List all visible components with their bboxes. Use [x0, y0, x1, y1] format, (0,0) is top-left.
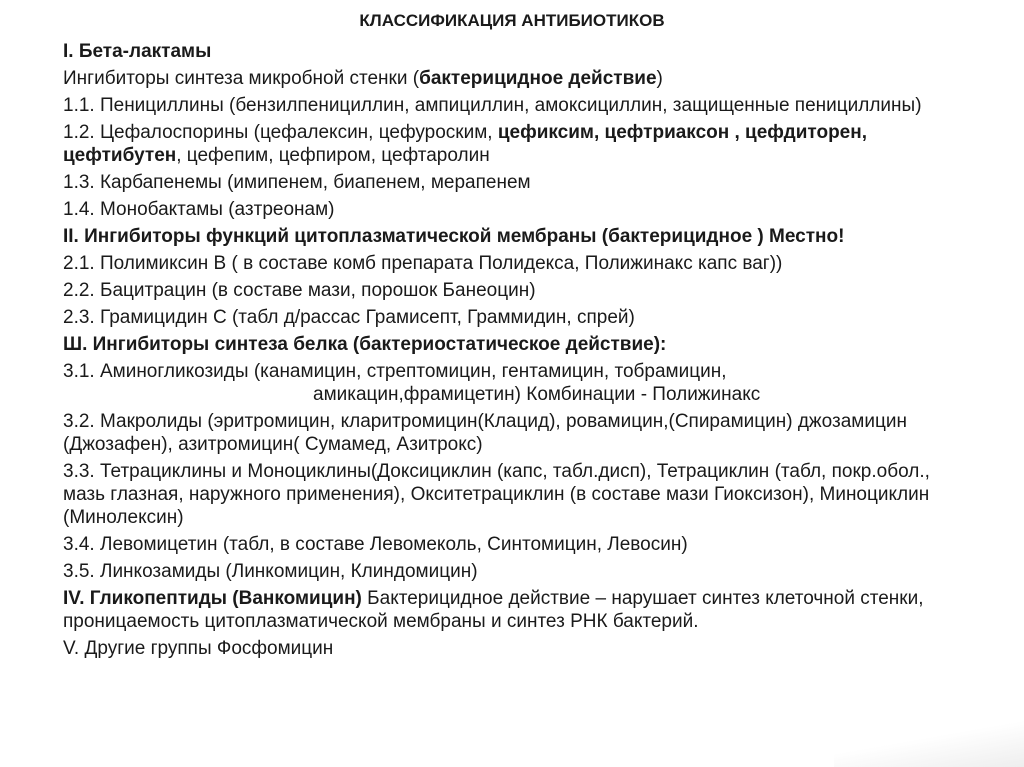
item-3-2: 3.2. Макролиды (эритромицин, кларитромицин(Клацид), ровамицин,(Спирамицин) джозамицин (Джозафен), азитромицин( Сумамед, Азитрокс)	[63, 411, 907, 455]
text-run: 3.1. Аминогликозиды (канамицин, стрептомицин, гентамицин, тобрамицин,	[63, 361, 727, 382]
item-1-1: 1.1. Пенициллины (бензилпенициллин, ампициллин, амоксициллин, защищенные пенициллины)	[63, 95, 922, 116]
section-1-heading: I. Бета-лактамы	[63, 41, 212, 62]
text-run: Ингибиторы синтеза микробной стенки (	[63, 68, 420, 89]
slide-body	[63, 40, 963, 664]
text-run-indented: амикацин,фрамицетин) Комбинации - Полижинакс	[313, 384, 761, 405]
section-3-heading: Ш. Ингибиторы синтеза белка (бактериостатическое действие):	[63, 334, 667, 355]
item-3-4: 3.4. Левомицетин (табл, в составе Левомеколь, Синтомицин, Левосин)	[63, 534, 688, 555]
item-3-1	[63, 360, 963, 406]
text-run: , цефепим, цефпиром, цефтаролин	[176, 145, 490, 166]
slide-title: КЛАССИФИКАЦИЯ АНТИБИОТИКОВ	[359, 11, 665, 30]
section-1-subtitle	[63, 67, 963, 90]
page-corner-shadow	[834, 697, 1024, 767]
text-run-bold: бактерицидное действие	[419, 68, 657, 89]
item-2-2: 2.2. Бацитрацин (в составе мази, порошок Банеоцин)	[63, 280, 536, 301]
section-4	[63, 587, 963, 633]
item-2-3: 2.3. Грамицидин С (табл д/рассас Грамисепт, Граммидин, спрей)	[63, 307, 635, 328]
section-5: V. Другие группы Фосфомицин	[63, 638, 334, 659]
item-3-3: 3.3. Тетрациклины и Моноциклины(Доксициклин (капс, табл.дисп), Тетрациклин (табл, покр.обол., мазь глазная, наружного применения), Окситетрациклин (в составе мази Гиоксизон), Миноциклин (Минолексин)	[63, 461, 930, 528]
section-2-heading: II. Ингибиторы функций цитоплазматической мембраны (бактерицидное ) Местно!	[63, 226, 845, 247]
item-3-5: 3.5. Линкозамиды (Линкомицин, Клиндомицин)	[63, 561, 478, 582]
text-run: 1.2. Цефалоспорины (цефалексин, цефуроским,	[63, 122, 498, 143]
text-run-bold: IV. Гликопептиды (Ванкомицин)	[63, 588, 362, 609]
item-1-4: 1.4. Монобактамы (азтреонам)	[63, 199, 335, 220]
text-run: Бактерицидное действие – нарушает синтез клеточной стенки, проницаемость цитоплазматической мембраны и синтез РНК бактерий.	[63, 588, 924, 632]
item-1-3: 1.3. Карбапенемы (имипенем, биапенем, мерапенем	[63, 172, 531, 193]
text-run-bold: цефиксим, цефтриаксон , цефдиторен, цефтибутен	[63, 122, 868, 166]
item-1-2	[63, 121, 963, 167]
text-run: )	[656, 68, 663, 89]
item-2-1: 2.1. Полимиксин В ( в составе комб препарата Полидекса, Полижинакс капс ваг))	[63, 253, 783, 274]
